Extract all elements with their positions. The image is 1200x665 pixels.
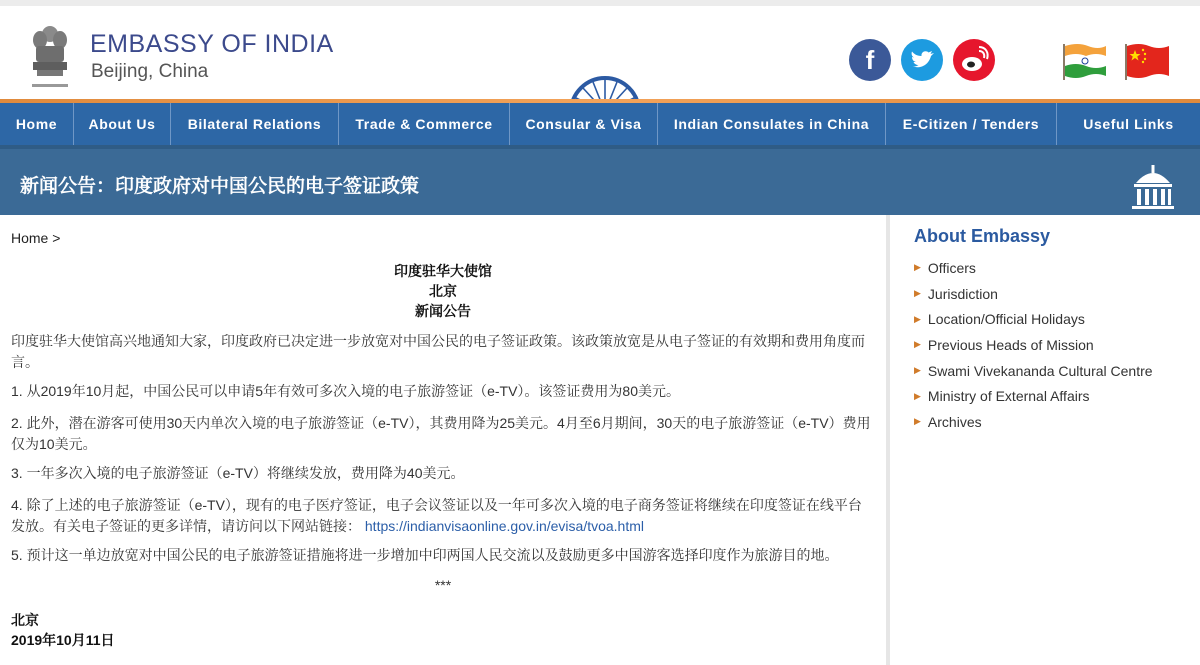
sidebar-item-archives[interactable] (914, 409, 1153, 435)
arrow-right-icon: ▶ (914, 416, 921, 427)
sidebar-item-label: Archives (927, 413, 982, 430)
main-content (0, 215, 886, 665)
sidebar-item-label: Swami Vivekananda Cultural Centre (927, 362, 1153, 379)
national-emblem-logo[interactable] (28, 20, 72, 96)
arrow-right-icon: ▶ (914, 365, 921, 376)
china-flag-icon[interactable] (1121, 40, 1171, 82)
sidebar-item-label: Previous Heads of Mission (927, 336, 1094, 353)
notice-item-2: 2. 此外，潜在游客可使用30天内单次入境的电子旅游签证（e-TV），其费用降为25美元。4月至6月期间，30天的电子旅游签证（e-TV）费用仅为10美元。 (11, 415, 871, 452)
nav-item-indian-consulates[interactable]: Indian Consulates in China (658, 103, 886, 145)
sidebar-item-label: Ministry of External Affairs (927, 388, 1090, 405)
main-navigation (0, 103, 1200, 145)
sidebar-menu (914, 255, 1153, 435)
sidebar-item-officers[interactable] (914, 255, 1153, 281)
nav-item-consular-visa[interactable]: Consular & Visa (510, 103, 658, 145)
arrow-right-icon: ▶ (914, 339, 921, 350)
weibo-icon[interactable] (953, 39, 995, 81)
sidebar-item-mea[interactable] (914, 383, 1153, 409)
facebook-icon[interactable] (849, 39, 891, 81)
notice-heading-city: 北京 (429, 283, 457, 299)
sign-place: 北京 (11, 612, 39, 628)
sidebar-item-label: Jurisdiction (927, 285, 998, 302)
arrow-right-icon: ▶ (914, 313, 921, 324)
notice-item-4 (11, 495, 873, 537)
notice-intro: 印度驻华大使馆高兴地通知大家，印度政府已决定进一步放宽对中国公民的电子签证政策。该政策放宽是从电子签证的有效期和费用角度而言。 (11, 333, 865, 370)
nav-item-e-citizen-tenders[interactable]: E-Citizen / Tenders (886, 103, 1057, 145)
twitter-icon[interactable] (901, 39, 943, 81)
sidebar-item-label: Location/Official Holidays (927, 311, 1085, 328)
notice-item-3: 3. 一年多次入境的电子旅游签证（e-TV）将继续发放，费用降为40美元。 (11, 465, 465, 481)
site-subtitle: Beijing, China (91, 61, 209, 82)
nav-item-useful-links[interactable]: Useful Links (1083, 116, 1174, 132)
arrow-right-icon: ▶ (914, 390, 921, 401)
notice-heading-type: 新闻公告 (415, 303, 471, 319)
page-title: 新闻公告：印度政府对中国公民的电子签证政策 (20, 176, 420, 197)
svg-text:f: f (865, 45, 875, 75)
sidebar (886, 215, 1200, 665)
sidebar-item-previous-heads[interactable] (914, 332, 1153, 358)
sidebar-item-jurisdiction[interactable] (914, 281, 1153, 307)
notice-heading-embassy: 印度驻华大使馆 (394, 263, 492, 279)
building-icon (1130, 157, 1176, 213)
sidebar-item-location-holidays[interactable] (914, 306, 1153, 332)
notice-item-4-text: 4. 除了上述的电子旅游签证（e-TV），现有的电子医疗签证，电子会议签证以及一年可多次入境的电子商务签证将继续在印度签证在线平台发放。有关电子签证的更多详情，请访问以下网站链接： (11, 497, 862, 534)
evisa-link[interactable]: https://indianvisaonline.gov.in/evisa/tvoa.html (364, 518, 645, 534)
notice-item-1: 1. 从2019年10月起，中国公民可以申请5年有效可多次入境的电子旅游签证（e-TV）。该签证费用为80美元。 (11, 383, 680, 399)
sidebar-title: About Embassy (914, 226, 1051, 246)
breadcrumb[interactable]: Home > (11, 230, 61, 246)
site-header (0, 0, 1200, 100)
sidebar-item-cultural-centre[interactable] (914, 358, 1153, 384)
nav-item-bilateral-relations[interactable]: Bilateral Relations (171, 103, 339, 145)
nav-item-trade-commerce[interactable]: Trade & Commerce (339, 103, 510, 145)
sign-date: 2019年10月11日 (11, 632, 115, 648)
sidebar-item-label: Officers (927, 259, 976, 276)
arrow-right-icon: ▶ (914, 288, 921, 299)
nav-item-about-us[interactable]: About Us (74, 103, 171, 145)
separator: *** (434, 577, 452, 593)
nav-item-home[interactable]: Home (0, 103, 74, 145)
notice-item-5: 5. 预计这一单边放宽对中国公民的电子旅游签证措施将进一步增加中印两国人民交流以及鼓励更多中国游客选择印度作为旅游目的地。 (11, 547, 839, 563)
site-title[interactable]: EMBASSY OF INDIA (90, 30, 334, 58)
arrow-right-icon: ▶ (914, 262, 921, 273)
india-flag-icon[interactable] (1058, 40, 1108, 82)
page-banner (0, 145, 1200, 215)
